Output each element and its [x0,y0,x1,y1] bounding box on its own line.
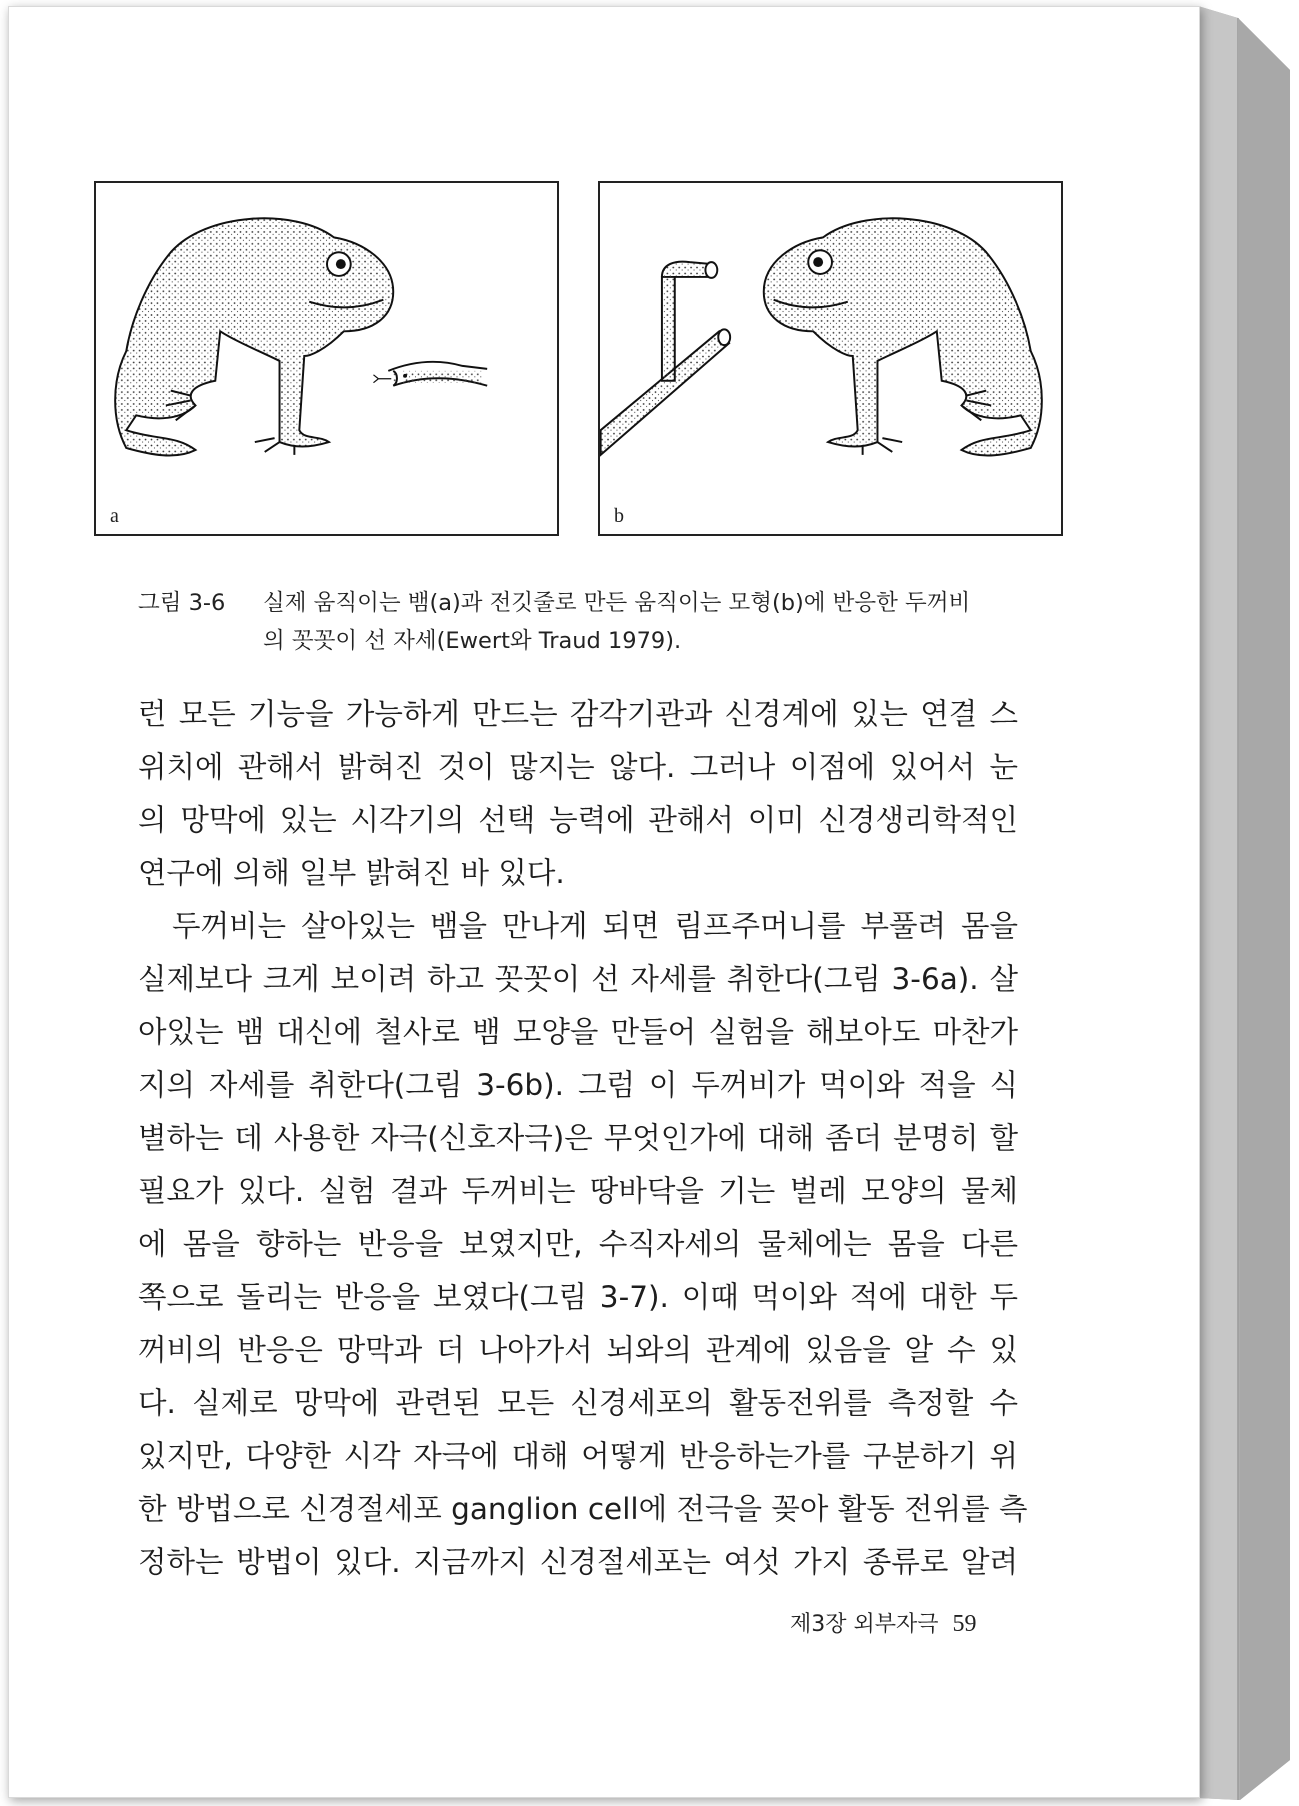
body-line-6: 실제보다 크게 보이려 하고 꼿꼿이 선 자세를 취한다(그림 3-6a). 살 [138,962,1018,996]
figure-panel-b [598,181,1063,536]
body-line-5: 두꺼비는 살아있는 뱀을 만나게 되면 림프주머니를 부풀려 몸을 [172,909,1018,943]
panel-label-b: b [614,505,624,527]
body-line-12: 쪽으로 돌리는 반응을 보였다(그림 3-7). 이때 먹이와 적에 대한 두 [138,1280,1018,1314]
body-line-14: 다. 실제로 망막에 관련된 모든 신경세포의 활동전위를 측정할 수 [138,1386,1018,1420]
body-line-10: 필요가 있다. 실험 결과 두꺼비는 땅바닥을 기는 벌레 모양의 물체 [138,1174,1018,1208]
caption-label: 그림 3-6 [138,590,226,616]
body-line-17: 정하는 방법이 있다. 지금까지 신경절세포는 여섯 가지 종류로 알려 [138,1545,1018,1579]
body-line-9: 별하는 데 사용한 자극(신호자극)은 무엇인가에 대해 좀더 분명히 할 [138,1121,1018,1155]
body-line-2: 위치에 관해서 밝혀진 것이 많지는 않다. 그러나 이점에 있어서 눈 [138,750,1018,784]
page-footer [790,1607,990,1638]
page-number: 59 [952,1611,977,1637]
body-line-1: 런 모든 기능을 가능하게 만드는 감각기관과 신경계에 있는 연결 스 [138,697,1018,731]
body-line-4: 연구에 의해 일부 밝혀진 바 있다. [138,856,565,890]
body-line-8: 지의 자세를 취한다(그림 3-6b). 그럼 이 두꺼비가 먹이와 적을 식 [138,1068,1018,1102]
toad-and-snake-illustration [96,183,557,534]
body-line-11: 에 몸을 향하는 반응을 보였지만, 수직자세의 물체에는 몸을 다른 [138,1227,1018,1261]
caption-line-2: 의 꼿꼿이 선 자세(Ewert와 Traud 1979). [263,628,682,654]
body-line-16: 한 방법으로 신경절세포 ganglion cell에 전극을 꽂아 활동 전위를 측 [138,1492,1028,1526]
caption-line-1: 실제 움직이는 뱀(a)과 전깃줄로 만든 움직이는 모형(b)에 반응한 두꺼비 [263,590,971,616]
panel-label-a: a [110,505,119,527]
body-line-13: 꺼비의 반응은 망막과 더 나아가서 뇌와의 관계에 있음을 알 수 있 [138,1333,1018,1367]
body-line-3: 의 망막에 있는 시각기의 선택 능력에 관해서 이미 신경생리학적인 [138,803,1018,837]
body-line-15: 있지만, 다양한 시각 자극에 대해 어떻게 반응하는가를 구분하기 위 [138,1439,1018,1473]
chapter-title: 제3장 외부자극 [790,1612,939,1637]
figure-panel-a [94,181,559,536]
toad-and-wire-model-illustration [600,183,1061,534]
body-line-7: 아있는 뱀 대신에 철사로 뱀 모양을 만들어 실험을 해보아도 마찬가 [138,1015,1018,1049]
